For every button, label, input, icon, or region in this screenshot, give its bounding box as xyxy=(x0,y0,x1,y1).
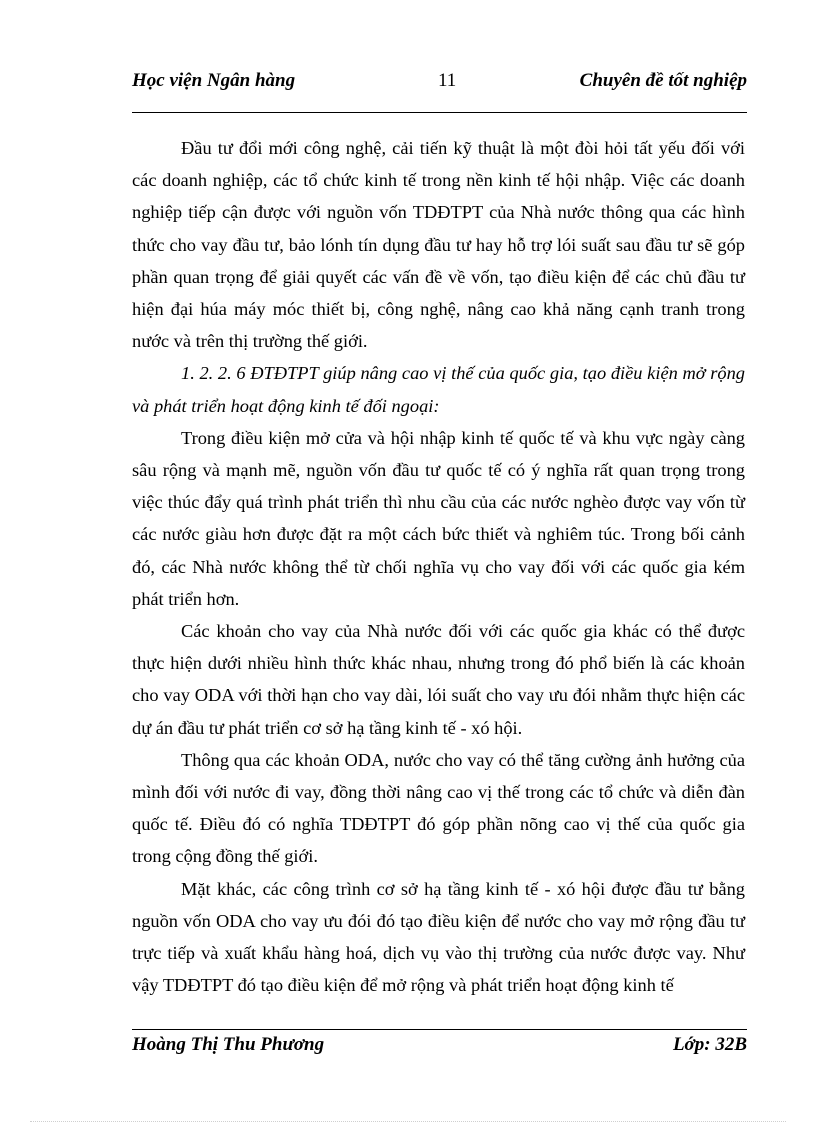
footer-class: Lớp: 32B xyxy=(672,1034,747,1055)
page-bottom-edge xyxy=(30,1121,786,1122)
paragraph: Mặt khác, các công trình cơ sở hạ tầng kinh tế - xó hội được đầu tư bằng nguồn vốn ODA cho vay ưu đói đó tạo điều kiện để nước cho vay mở rộng đầu tư trực tiếp và xuất khẩu hàng hoá, dịch vụ vào thị trường của nước được vay. Như vậy TDĐTPT đó tạo điều kiện để mở rộng và phát triển hoạt động kinh tế xyxy=(132,878,745,996)
paragraph: Các khoản cho vay của Nhà nước đối với các quốc gia khác có thể được thực hiện dưới nhiều hình thức khác nhau, nhưng trong đó phổ biến là các khoản cho vay ODA với thời hạn cho vay dài, lói suất cho vay ưu đói nhằm thực hiện các dự án đầu tư phát triển cơ sở hạ tầng kinh tế - xó hội. xyxy=(132,621,745,738)
page-footer xyxy=(132,1034,747,1058)
document-body xyxy=(132,132,745,1001)
page-number: 11 xyxy=(438,70,457,91)
section-heading: 1. 2. 2. 6 ĐTĐTPT giúp nâng cao vị thế của quốc gia, tạo điều kiện mở rộng và phát triển hoạt động kinh tế đối ngoại: xyxy=(132,363,745,416)
paragraph: Trong điều kiện mở cửa và hội nhập kinh tế quốc tế và khu vực ngày càng sâu rộng và mạnh mẽ, nguồn vốn đầu tư quốc tế có ý nghĩa rất quan trọng trong việc thúc đẩy quá trình phát triển thì nhu cầu của các nước nghèo được vay vốn từ các nước giàu hơn được đặt ra một cách bức thiết và nghiêm túc. Trong bối cảnh đó, các Nhà nước không thể từ chối nghĩa vụ cho vay đối với các quốc gia kém phát triển hơn. xyxy=(132,427,745,609)
paragraph: Đầu tư đổi mới công nghệ, cải tiến kỹ thuật là một đòi hỏi tất yếu đối với các doanh nghiệp, các tổ chức kinh tế trong nền kinh tế hội nhập. Việc các doanh nghiệp tiếp cận được với nguồn vốn TDĐTPT của Nhà nước thông qua các hình thức cho vay đầu tư, bảo lónh tín dụng đầu tư hay hỗ trợ lói suất sau đầu tư sẽ góp phần quan trọng để giải quyết các vấn đề về vốn, tạo điều kiện để các chủ đầu tư hiện đại húa máy móc thiết bị, công nghệ, nâng cao khả năng cạnh tranh trong nước và trên thị trường thế giới. xyxy=(132,138,745,352)
page-header xyxy=(132,70,747,94)
footer-author: Hoàng Thị Thu Phương xyxy=(132,1034,325,1055)
header-document-type: Chuyên đề tốt nghiệp xyxy=(579,70,747,91)
header-rule xyxy=(132,112,747,113)
header-institution: Học viện Ngân hàng xyxy=(132,70,296,91)
footer-rule xyxy=(132,1029,747,1030)
paragraph: Thông qua các khoản ODA, nước cho vay có thể tăng cường ảnh hưởng của mình đối với nước đi vay, đồng thời nâng cao vị thế trong các tổ chức và diễn đàn quốc tế. Điều đó có nghĩa TDĐTPT đó góp phần nõng cao vị thế của quốc gia trong cộng đồng thế giới. xyxy=(132,749,745,867)
